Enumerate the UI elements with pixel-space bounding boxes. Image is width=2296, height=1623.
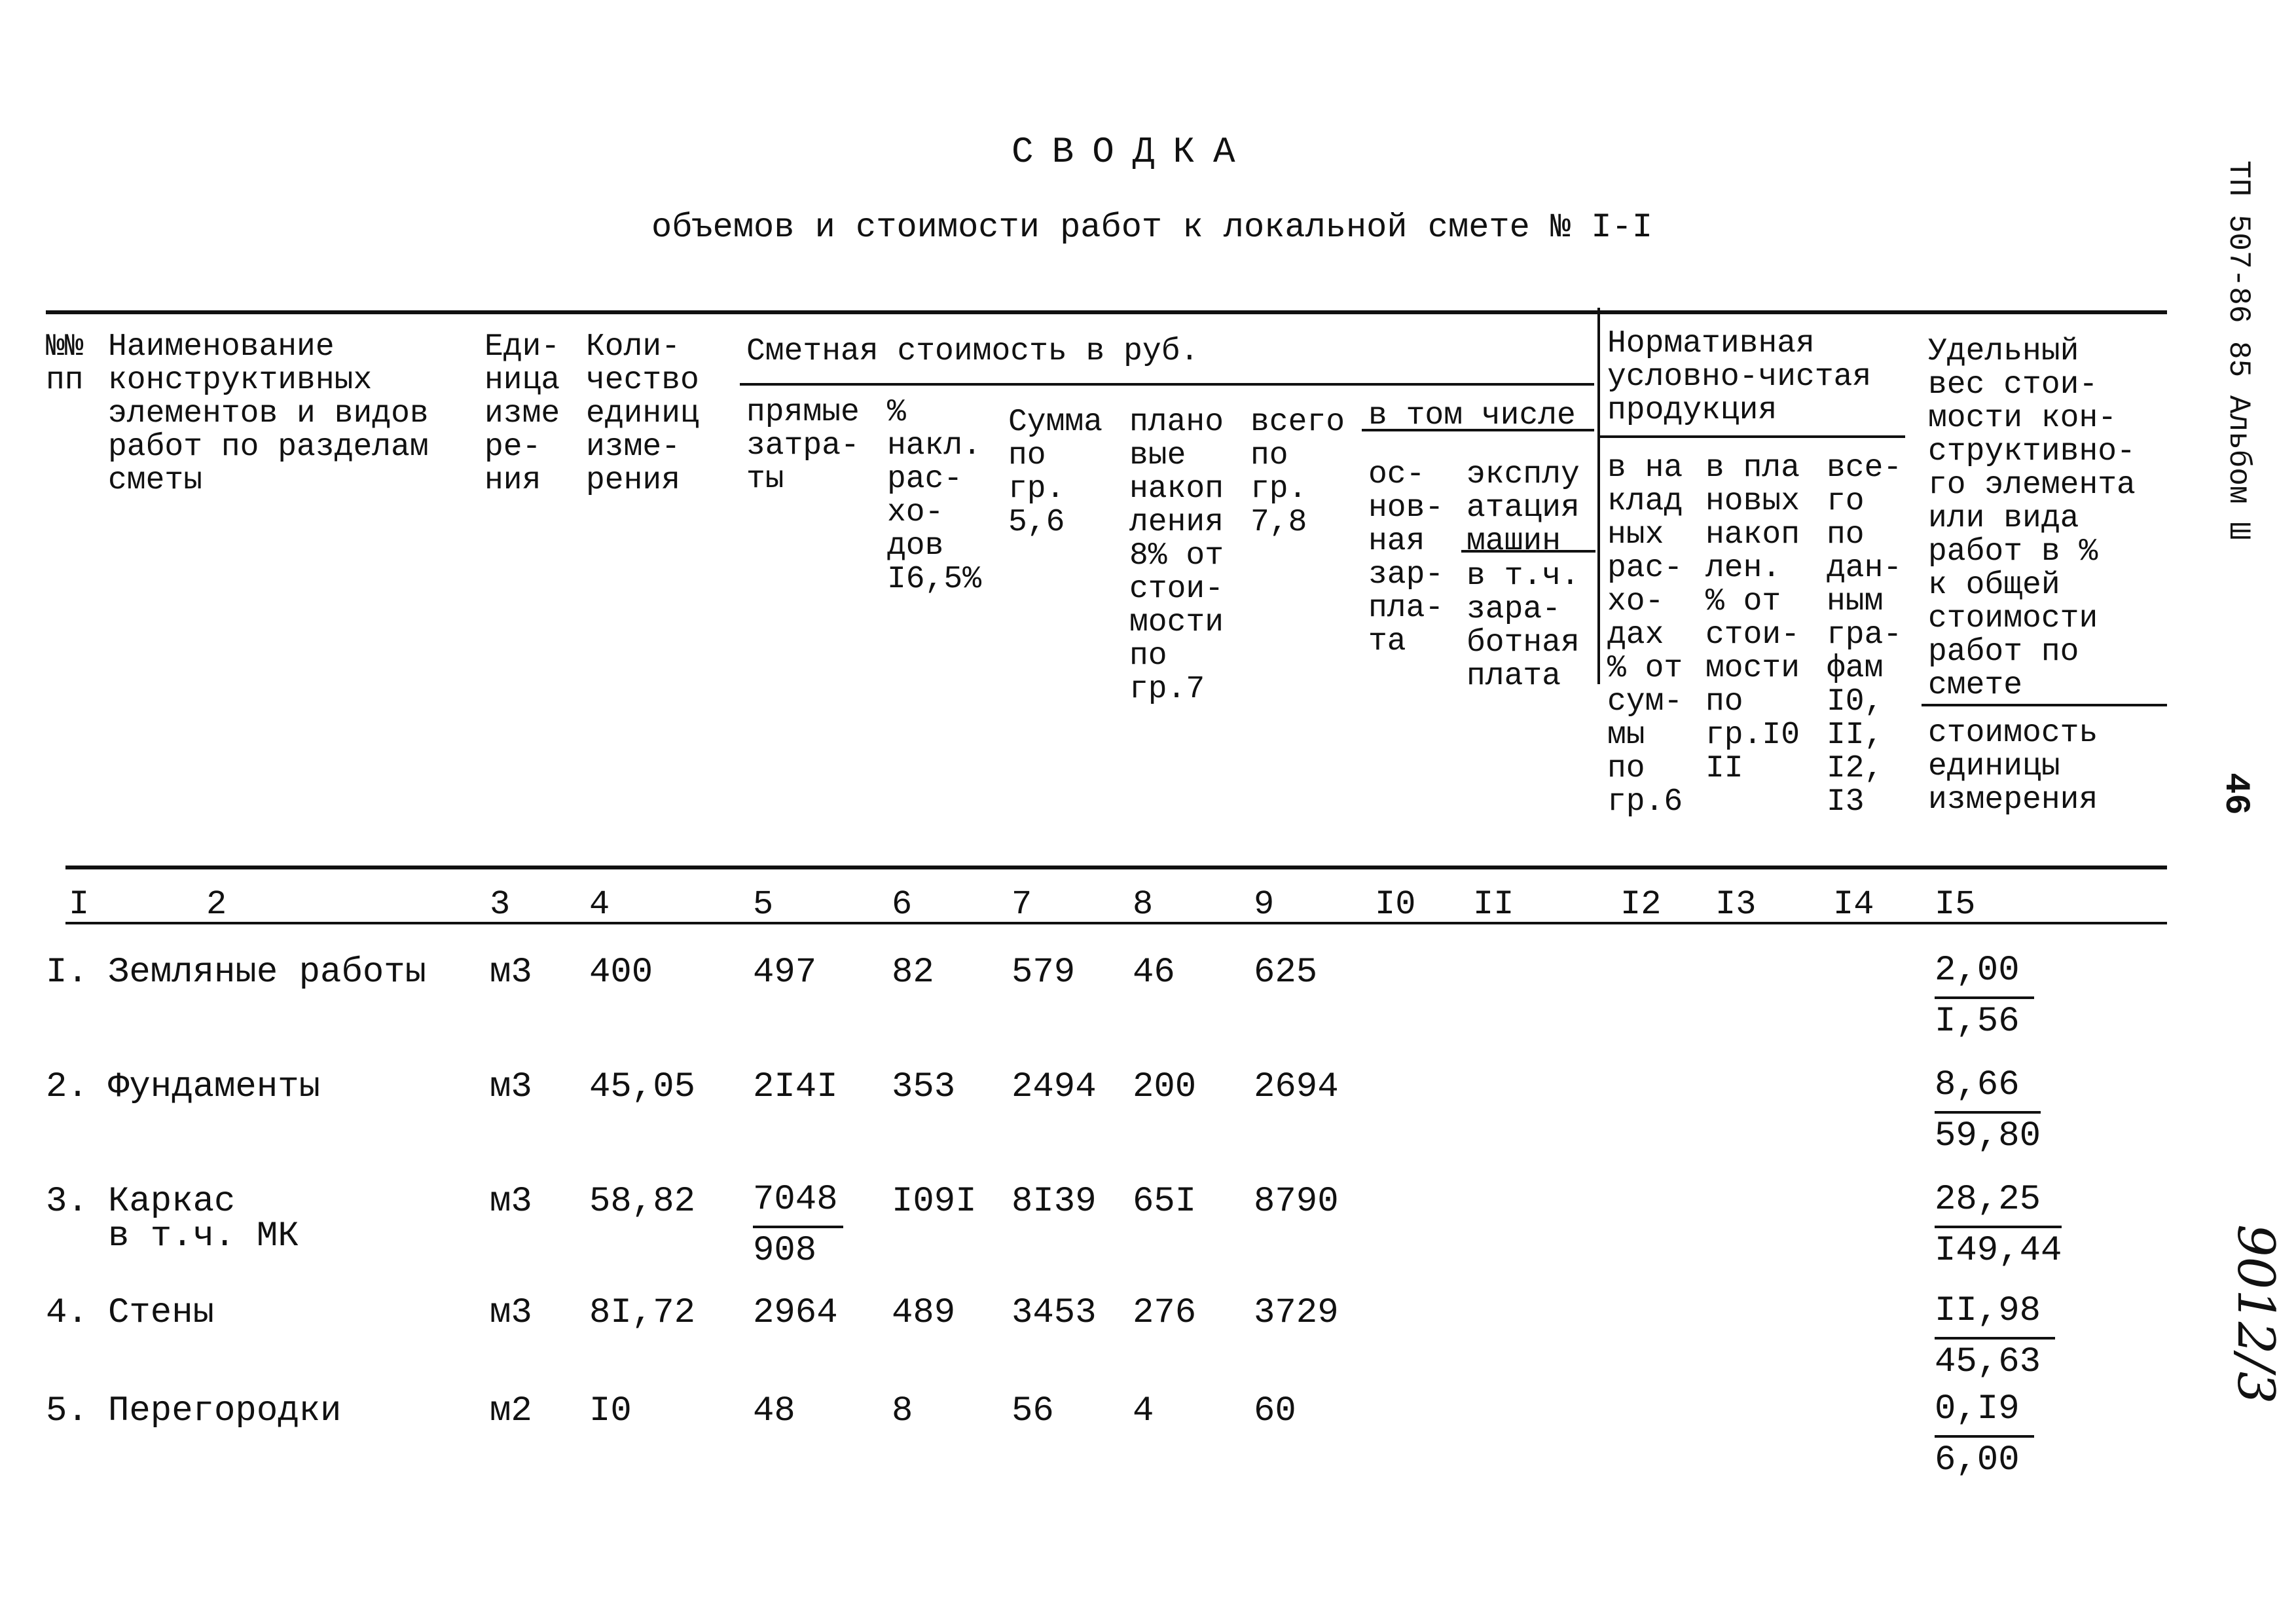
row-overhead: I09I <box>892 1182 977 1222</box>
row-total: 2694 <box>1254 1067 1339 1107</box>
row-sum: 8I39 <box>1011 1182 1097 1222</box>
header-base-salary: ос- нов- ная зар- пла- та <box>1368 457 1444 659</box>
row-name: Стены <box>108 1293 215 1333</box>
colnum-2: 2 <box>206 885 227 924</box>
row-share-fraction <box>1935 1288 2055 1385</box>
row-direct: 48 <box>753 1391 795 1431</box>
row-planned: 200 <box>1133 1067 1197 1107</box>
row-quantity: 58,82 <box>589 1182 696 1222</box>
row-direct: 2964 <box>753 1293 838 1333</box>
row-share-fraction <box>1935 1387 2034 1484</box>
header-cost-group: Сметная стоимость в руб. <box>746 334 1199 369</box>
colnum-5: 5 <box>753 885 774 924</box>
colnum-11: II <box>1473 885 1514 924</box>
row-share: II,98 <box>1935 1288 2055 1340</box>
header-planned-savings: плано вые накоп ления 8% от стои- мости по гр.7 <box>1129 405 1224 707</box>
document-title: СВОДКА <box>1011 131 1254 173</box>
colnum-15: I5 <box>1935 885 1976 924</box>
header-number: №№ пп <box>46 329 84 398</box>
row-unit-cost: 45,63 <box>1935 1342 2041 1382</box>
row-unit: м3 <box>490 953 532 993</box>
row-quantity: 400 <box>589 953 653 993</box>
colnum-4: 4 <box>589 885 610 924</box>
row-total: 3729 <box>1254 1293 1339 1333</box>
colnum-6: 6 <box>892 885 913 924</box>
row-number: I. <box>46 953 88 993</box>
row-direct-fraction <box>753 1177 843 1274</box>
row-planned: 4 <box>1133 1391 1154 1431</box>
row-overhead: 8 <box>892 1391 913 1431</box>
row-unit: м2 <box>490 1391 532 1431</box>
row-sum: 56 <box>1011 1391 1054 1431</box>
document-subtitle: объемов и стоимости работ к локальной смете № I-I <box>651 208 1653 247</box>
cost-group-rule <box>740 383 1594 386</box>
row-total: 8790 <box>1254 1182 1339 1222</box>
row-share-fraction <box>1935 1177 2062 1274</box>
header-norm-total: все- го по дан- ным гра- фам I0, II, I2, I3 <box>1827 450 1903 820</box>
header-norm-overhead: в на клад ных рас- хо- дах % от сум- мы по гр.6 <box>1607 450 1683 820</box>
row-quantity: I0 <box>589 1391 632 1431</box>
header-unit: Еди- ница изме ре- ния <box>484 329 560 498</box>
header-machine-salary: в т.ч. зара- ботная плата <box>1467 558 1580 694</box>
header-incl-group: в том числе <box>1368 398 1576 433</box>
row-share: 0,I9 <box>1935 1387 2034 1438</box>
row-planned: 65I <box>1133 1182 1197 1222</box>
row-unit-cost: 6,00 <box>1935 1440 2020 1480</box>
row-sum: 2494 <box>1011 1067 1097 1107</box>
page-number: 46 <box>2215 773 2255 815</box>
row-quantity: 8I,72 <box>589 1293 696 1333</box>
header-direct-costs: прямые затра- ты <box>746 395 860 497</box>
row-share: 2,00 <box>1935 948 2034 999</box>
header-share: Удельный вес стои- мости кон- структивно- го элемента или вида работ в % к общей стоимости работ по смете <box>1928 334 2136 703</box>
colnum-3: 3 <box>490 885 511 924</box>
c15-rule <box>1922 704 2167 706</box>
row-name: Перегородки <box>108 1391 342 1431</box>
header-unit-cost: стоимость единицы измерения <box>1928 716 2098 818</box>
row-quantity: 45,05 <box>589 1067 696 1107</box>
row-total: 60 <box>1254 1391 1296 1431</box>
colnum-8: 8 <box>1133 885 1154 924</box>
row-name-sub: в т.ч. МК <box>108 1216 299 1256</box>
row-number: 4. <box>46 1293 88 1333</box>
row-sum: 3453 <box>1011 1293 1097 1333</box>
row-share-fraction <box>1935 1063 2041 1159</box>
album-label: ТП 507-86 85 Альбом Ш <box>2221 160 2255 540</box>
header-sum: Сумма по гр. 5,6 <box>1008 405 1103 540</box>
row-overhead: 82 <box>892 953 934 993</box>
header-norm-planned: в пла новых накоп лен. % от стои- мости по гр.I0 II <box>1705 450 1800 786</box>
row-overhead: 489 <box>892 1293 956 1333</box>
row-share-fraction <box>1935 948 2034 1045</box>
colnum-12: I2 <box>1620 885 1662 924</box>
row-unit: м3 <box>490 1067 532 1107</box>
row-number: 5. <box>46 1391 88 1431</box>
header-overhead: % накл. рас- хо- дов I6,5% <box>887 395 982 597</box>
row-direct: 7048 <box>753 1177 843 1228</box>
header-machine-operation: эксплу атация машин <box>1467 457 1580 559</box>
row-planned: 46 <box>1133 953 1175 993</box>
row-planned: 276 <box>1133 1293 1197 1333</box>
norm-group-rule <box>1597 435 1905 438</box>
row-name: Земляные работы <box>108 953 427 993</box>
row-unit: м3 <box>490 1293 532 1333</box>
row-name: Каркас <box>108 1182 236 1222</box>
row-share: 8,66 <box>1935 1063 2041 1114</box>
header-total: всего по гр. 7,8 <box>1250 405 1345 540</box>
row-number: 3. <box>46 1182 88 1222</box>
header-name: Наименование конструктивных элементов и видов работ по разделам сметы <box>108 329 429 498</box>
header-top-rule <box>46 310 2167 314</box>
colnum-1: I <box>69 885 90 924</box>
colnum-13: I3 <box>1715 885 1757 924</box>
row-name: Фундаменты <box>108 1067 321 1107</box>
row-unit-cost: I,56 <box>1935 1002 2020 1042</box>
row-overhead: 353 <box>892 1067 956 1107</box>
norm-group-divider <box>1597 308 1600 684</box>
row-number: 2. <box>46 1067 88 1107</box>
row-unit-cost: I49,44 <box>1935 1231 2062 1271</box>
row-share: 28,25 <box>1935 1177 2062 1228</box>
row-direct: 2I4I <box>753 1067 838 1107</box>
colnum-10: I0 <box>1375 885 1416 924</box>
row-direct-mk: 908 <box>753 1231 817 1271</box>
handwritten-note: 9012/3 <box>2226 1224 2285 1404</box>
colnum-7: 7 <box>1011 885 1032 924</box>
colnum-14: I4 <box>1833 885 1874 924</box>
row-unit: м3 <box>490 1182 532 1222</box>
colnum-9: 9 <box>1254 885 1275 924</box>
colnum-top-rule <box>65 866 2167 869</box>
row-direct: 497 <box>753 953 817 993</box>
header-norm-group: Нормативная условно-чистая продукция <box>1607 326 1872 428</box>
row-total: 625 <box>1254 953 1318 993</box>
header-quantity: Коли- чество единиц изме- рения <box>586 329 699 498</box>
row-sum: 579 <box>1011 953 1076 993</box>
row-unit-cost: 59,80 <box>1935 1116 2041 1156</box>
